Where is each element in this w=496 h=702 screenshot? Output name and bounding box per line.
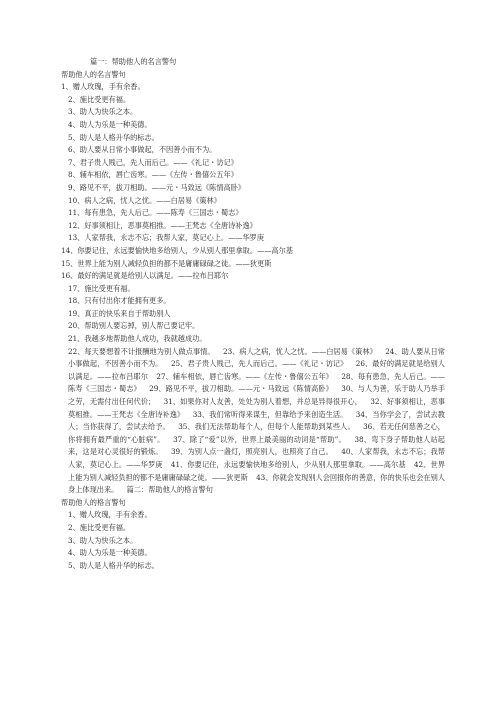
list-item: 8、辅车相依，唇亡齿寒。——《左传・鲁僖公五年》 — [68, 170, 238, 180]
list-item: 5、助人是人格升华的标志。 — [68, 132, 159, 142]
list-item: 19、真正的快乐来自于帮助别人 — [68, 308, 171, 318]
list-item: 14、你要记住，永远要愉快地多给别人，少从别人那里拿取。——高尔基 — [61, 245, 293, 255]
paragraph-item: 33、我们常听得来谋生，但靠给予来创造生活。 — [192, 409, 348, 419]
list-item: 16、最好的满足就是给别人以满足。——拉布吕耶尔 — [61, 271, 229, 281]
list-item: 2、施比受更有福。 — [68, 94, 131, 104]
paragraph-item: 41、你要记住，永远要愉快地多给别人，少从别人那里拿取。——高尔基 — [170, 460, 406, 469]
paragraph-item: 23、病人之病，忧人之忧。——白居易《策林》 — [223, 346, 377, 356]
list-item: 1、赠人玫瑰，手有余香。 — [68, 510, 152, 520]
paragraph-item: 37、除了“爱”以外，世界上最美丽的动词是“帮助”。 — [173, 434, 346, 444]
paragraph-item: 36、若无任何慈善之心，你将拥有最严重的“心脏病”。 — [68, 422, 445, 444]
list-item: 2、施比受更有福。 — [68, 522, 131, 532]
list-item: 20、帮助别人要忘掉，别人帮己要记牢。 — [68, 321, 200, 331]
paragraph-item: 26、最好的满足就是给别人以满足。——拉布吕耶尔 — [68, 359, 445, 381]
section-heading: 帮助他人的格言警句 — [61, 497, 126, 507]
list-item: 11、每有患急，先人后己。——陈寿《三国志・蜀志》 — [68, 208, 243, 218]
section-title: 篇一：帮助他人的名言警句 — [90, 57, 177, 66]
list-item: 15、世界上能为别人减轻负担的都不是庸庸碌碌之徒。——狄更斯 — [61, 258, 272, 268]
list-item: 21、我越多地帮助他人成功，我就越成功。 — [68, 334, 207, 344]
list-item: 18、只有付出你才能拥有更多。 — [68, 296, 171, 306]
quote-list — [61, 509, 445, 572]
paragraph-item: 34、当你学会了，尝试去教人；当你获得了，尝试去给予。 — [68, 409, 445, 432]
list-item: 3、助人为快乐之本。 — [68, 535, 138, 545]
list-item: 5、助人是人格升华的标志。 — [68, 560, 159, 570]
paragraph-item: 27、辅车相依，唇亡齿寒。——《左传・鲁僖公五年》 — [156, 371, 333, 381]
paragraph-item: 22、每天要想着不计报酬地为别人做点事情。 — [68, 346, 215, 356]
quote-list — [61, 81, 445, 345]
paragraph-item: 43、你就会发现别人会回报你的善意，你的快乐也会在别人身上体现出来。 — [68, 472, 445, 495]
section-heading: 帮助他人的名言警句 — [61, 69, 126, 79]
paragraph-item: 35、我们无法帮助每个人，但每个人能帮助到某些人。 — [178, 422, 355, 432]
paragraph-item: 25、君子贵人贱己，先人而后己。——《礼记・访记》 — [170, 359, 348, 369]
list-item: 7、君子贵人贱己，先人而后己。——《礼记・访记》 — [68, 157, 238, 167]
list-item: 17、施比受更有福。 — [68, 283, 135, 293]
paragraph-item: 32、好事须相让，恶事莫相推。——王梵志《全唐诗补逸》 — [68, 397, 445, 419]
list-item: 4、助人为乐是一种美德。 — [68, 548, 152, 558]
paragraph-item: 29、路见不平，拔刀相助。——元・马致远《陈情高卧》 — [149, 384, 333, 394]
paragraph-item: 42、世界上能为别人减轻负担的都不是庸庸碌碌之徒。——狄更斯 — [68, 460, 445, 482]
list-item: 1、赠人玫瑰，手有余香。 — [61, 82, 145, 92]
list-item: 13、人家帮我，永志不忘；我帮人家，莫记心上。——华罗庚 — [68, 233, 265, 243]
list-item: 9、路见不平，拔刀相助。——元・马致远《陈情高卧》 — [68, 182, 246, 192]
document-body — [61, 56, 445, 572]
paragraph-item: 39、为别人点一盏灯，照亮别人，也照亮了自己。 — [170, 447, 333, 457]
quote-paragraph — [61, 346, 445, 497]
list-item: 3、助人为快乐之本。 — [68, 107, 138, 117]
paragraph-item: 38、弯下身子帮助他人站起来，这是对心灵很好的锻炼。 — [68, 434, 445, 457]
paragraph-item: 31、如果你对人友善，处处为别人着想，并总是异得很开心， — [163, 397, 362, 407]
list-item: 6、助人要从日常小事做起，不因善小而不为。 — [68, 145, 217, 155]
paragraph-item: 40、人家帮我，永志不忘；我帮人家，莫记心上。——华罗庚 — [68, 447, 445, 469]
section-title: 篇二：帮助他人的格言警句 — [126, 485, 213, 495]
list-item: 12、好事须相让，恶事莫相推。——王梵志《全唐诗补逸》 — [68, 220, 257, 230]
paragraph-item: 28、每有患急，先人后己。——陈寿《三国志・蜀志》 — [68, 371, 446, 394]
paragraph-item: 24、助人要从日常小事做起，不因善小而不为。 — [68, 346, 445, 369]
paragraph-item: 30、与人为善，乐于助人乃举手之劳，无需付出任何代价； — [68, 384, 445, 407]
list-item: 10、病人之病，忧人之忧。——白居易《策林》 — [68, 195, 221, 205]
list-item: 4、助人为乐是一种美德。 — [68, 119, 152, 129]
